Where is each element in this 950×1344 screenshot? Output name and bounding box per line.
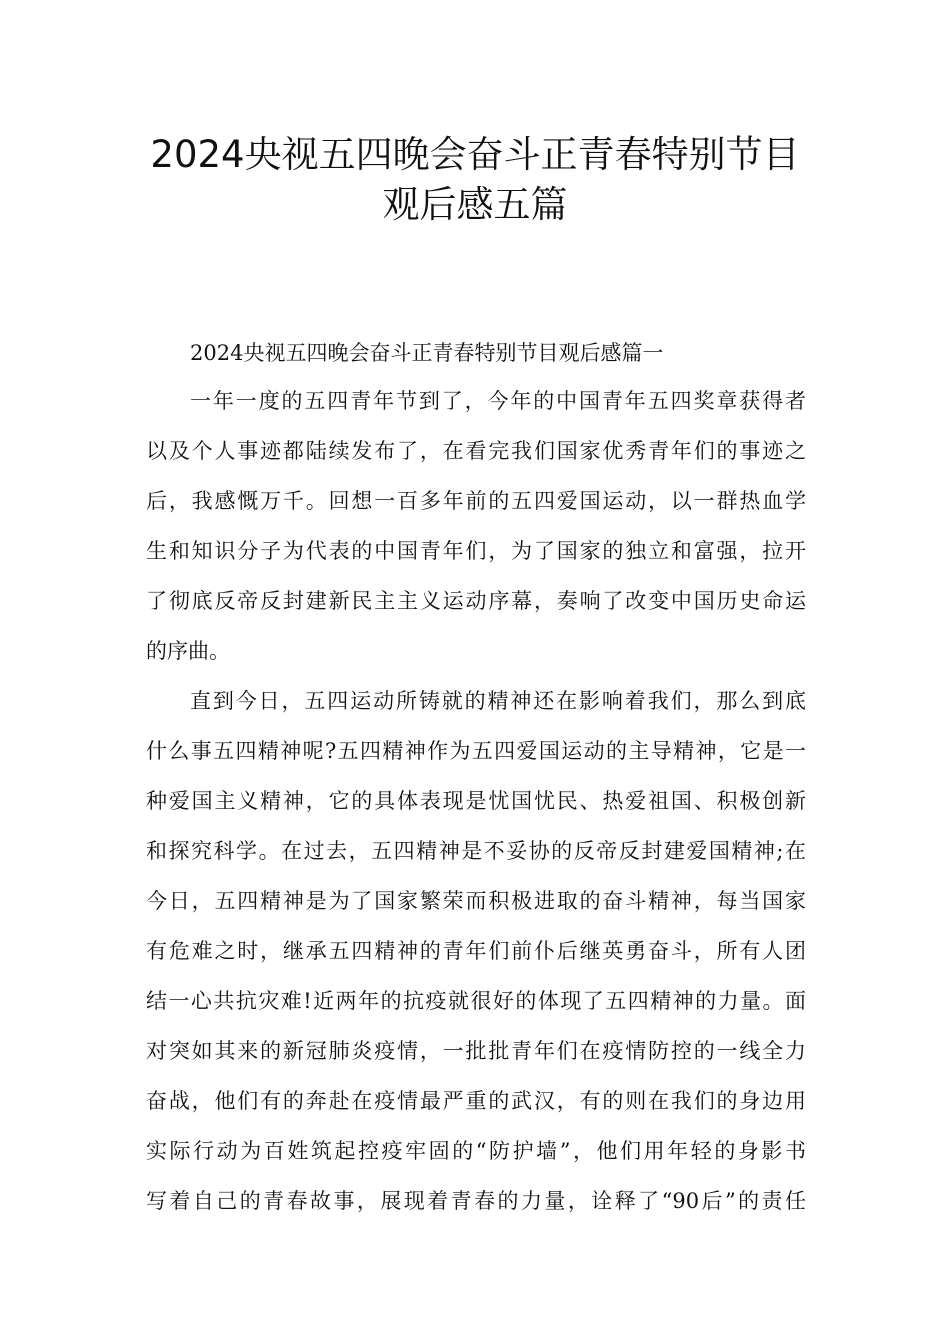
paragraph-2-line: 今日，五四精神是为了国家繁荣而积极进取的奋斗精神，每当国家 — [146, 889, 806, 913]
paragraph-2-line: 直到今日，五四运动所铸就的精神还在影响着我们，那么到底 — [190, 689, 806, 713]
paragraph-2-line: 实际行动为百姓筑起控疫牢固的“防护墙”，他们用年轻的身影书 — [146, 1139, 806, 1163]
paragraph-1-line: 以及个人事迹都陆续发布了，在看完我们国家优秀青年们的事迹之 — [146, 439, 806, 463]
paragraph-2-line: 有危难之时，继承五四精神的青年们前仆后继英勇奋斗，所有人团 — [146, 939, 806, 963]
paragraph-2-line: 奋战，他们有的奔赴在疫情最严重的武汉，有的则在我们的身边用 — [146, 1089, 806, 1113]
section-subheading: 2024央视五四晚会奋斗正青春特别节目观后感篇一 — [190, 341, 664, 365]
paragraph-1-line: 的序曲。 — [146, 639, 230, 663]
paragraph-2-line: 种爱国主义精神，它的具体表现是忧国忧民、热爱祖国、积极创新 — [146, 789, 806, 813]
paragraph-2-line: 什么事五四精神呢?五四精神作为五四爱国运动的主导精神，它是一 — [146, 739, 806, 763]
paragraph-1-line: 了彻底反帝反封建新民主主义运动序幕，奏响了改变中国历史命运 — [146, 589, 806, 613]
paragraph-2-line: 对突如其来的新冠肺炎疫情，一批批青年们在疫情防控的一线全力 — [146, 1039, 806, 1063]
paragraph-1-line: 一年一度的五四青年节到了，今年的中国青年五四奖章获得者 — [190, 389, 806, 413]
paragraph-2-line: 和探究科学。在过去，五四精神是不妥协的反帝反封建爱国精神;在 — [146, 839, 806, 863]
paragraph-2-line: 写着自己的青春故事，展现着青春的力量，诠释了“90后”的责任 — [146, 1189, 806, 1213]
document-title-line-2: 观后感五篇 — [382, 183, 568, 226]
paragraph-1-line: 生和知识分子为代表的中国青年们，为了国家的独立和富强，拉开 — [146, 539, 806, 563]
paragraph-2-line: 结一心共抗灾难!近两年的抗疫就很好的体现了五四精神的力量。面 — [146, 989, 806, 1013]
document-title-line-1: 2024央视五四晚会奋斗正青春特别节目 — [150, 133, 800, 176]
paragraph-1-line: 后，我感慨万千。回想一百多年前的五四爱国运动，以一群热血学 — [146, 489, 806, 513]
